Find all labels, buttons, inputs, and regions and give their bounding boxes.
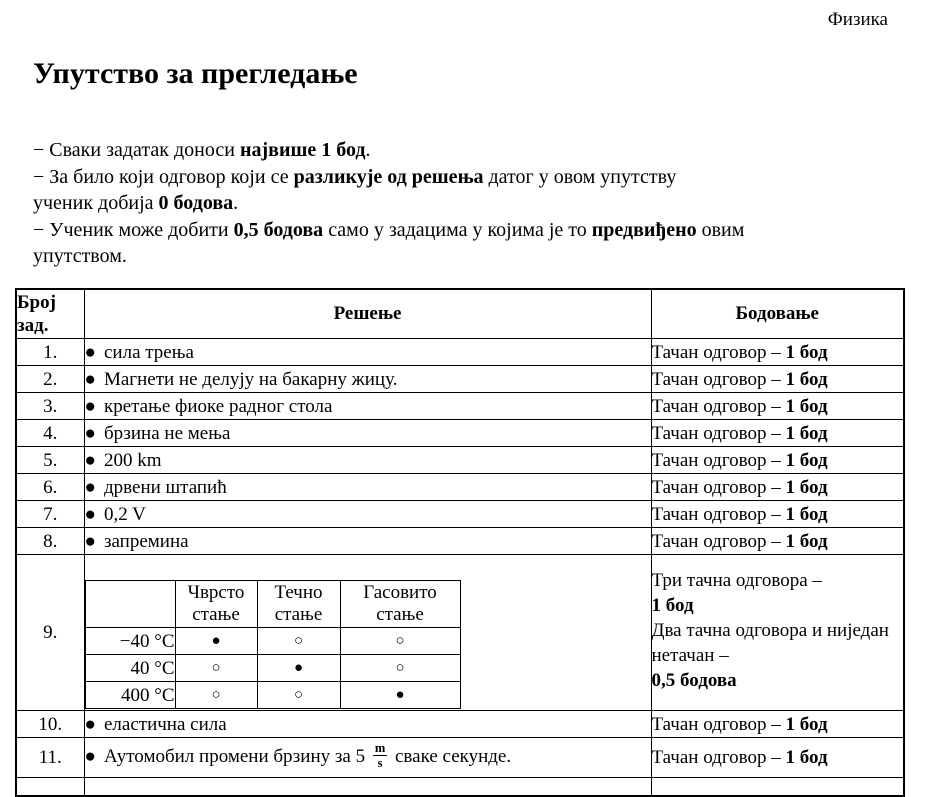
scoring-line-2 xyxy=(652,618,904,693)
solution-cell xyxy=(84,555,651,711)
states-row-40 xyxy=(85,655,460,682)
intro-line-1 xyxy=(33,137,940,164)
task-number: 9. xyxy=(16,555,84,711)
text-run: − Сваки задатак доноси xyxy=(33,139,240,161)
table-row-task-11 xyxy=(16,738,904,778)
states-header-row xyxy=(85,581,460,628)
solution-text: еластична сила xyxy=(103,713,227,735)
text-run: само у задацима у којима је то xyxy=(323,218,592,241)
scoring-cell xyxy=(651,420,904,447)
scoring-cell xyxy=(651,447,904,474)
text-run: Три тачна одговора – xyxy=(651,570,822,591)
text-run: Тачан одговор – xyxy=(651,747,786,768)
solution-cell xyxy=(84,501,651,528)
table-row-partial xyxy=(16,778,904,796)
solution-text: кретање фиоке радног стола xyxy=(103,395,333,417)
page-title: Упутство за прегледање xyxy=(33,57,358,90)
states-col-header: Гасовито стање xyxy=(340,581,460,628)
text-run-bold: највише 1 бод xyxy=(239,139,366,161)
grading-table xyxy=(15,288,905,797)
text-run: Тачан одговор – xyxy=(651,530,786,552)
text-run-bold: 1 бод xyxy=(785,503,828,525)
text-run-bold: 0,5 бодова xyxy=(651,670,737,691)
table-row-task-10 xyxy=(16,711,904,738)
solution-text: сила трења xyxy=(103,341,194,363)
text-run: датог у овом упутству xyxy=(483,165,677,188)
text-run-bold: 1 бод xyxy=(785,395,828,417)
table-row-task-1 xyxy=(16,339,904,366)
bullet-icon: ● xyxy=(84,395,96,417)
subject-label: Физика xyxy=(827,9,888,30)
solution-cell xyxy=(84,447,651,474)
scoring-cell xyxy=(651,555,904,711)
bullet-icon: ● xyxy=(84,422,96,444)
text-run-bold: 1 бод xyxy=(785,422,828,444)
task-number: 10. xyxy=(16,711,84,738)
text-run-bold: 1 бод xyxy=(785,341,828,363)
solution-text: брзина не мења xyxy=(103,422,231,444)
task-number: 6. xyxy=(16,474,84,501)
text-run: . xyxy=(365,139,371,161)
bullet-icon: ● xyxy=(84,503,96,525)
solution-text: дрвени штапић xyxy=(103,476,227,498)
table-row-task-2 xyxy=(16,366,904,393)
text-run: Тачан одговор – xyxy=(651,476,786,498)
task-number: 1. xyxy=(16,339,84,366)
text-run: ученик добија xyxy=(33,192,159,214)
text-run-bold: 1 бод xyxy=(651,595,694,616)
bullet-icon: ● xyxy=(84,449,96,471)
text-run: Број xyxy=(17,291,56,313)
text-run: Тачан одговор – xyxy=(651,368,786,390)
intro-line-4 xyxy=(33,217,940,244)
task-number: 11. xyxy=(16,738,84,778)
bullet-icon: ● xyxy=(84,341,96,363)
task-number xyxy=(16,778,84,796)
solution-text: запремина xyxy=(103,530,189,552)
filled-circle-mark: ● xyxy=(175,628,257,655)
states-of-matter-table xyxy=(85,580,461,709)
text-run: Тачан одговор – xyxy=(651,341,786,363)
text-run-bold: разликује од решења xyxy=(293,165,484,188)
bullet-icon: ● xyxy=(84,368,96,390)
text-run: . xyxy=(233,192,239,214)
text-run-bold: 1 бод xyxy=(785,449,828,471)
col-header-scoring: Бодовање xyxy=(651,289,904,339)
text-run: Тачан одговор – xyxy=(651,422,786,444)
col-header-solution: Решење xyxy=(84,289,651,339)
bullet-icon: ● xyxy=(84,713,96,735)
empty-circle-mark: ○ xyxy=(257,682,340,709)
filled-circle-mark: ● xyxy=(340,682,460,709)
text-run: Тачан одговор – xyxy=(651,503,786,525)
solution-text: Магнети не делују на бакарну жицу. xyxy=(103,368,398,390)
table-header-row xyxy=(16,289,904,339)
solution-text: сваке секунде. xyxy=(390,745,512,767)
table-row-task-4 xyxy=(16,420,904,447)
scoring-cell xyxy=(651,474,904,501)
text-run: овим xyxy=(696,218,745,241)
states-row-400 xyxy=(85,682,460,709)
intro-notes xyxy=(33,137,940,270)
temperature-label: 40 °C xyxy=(85,655,175,682)
table-row-task-8 xyxy=(16,528,904,555)
task-number: 8. xyxy=(16,528,84,555)
text-run-bold: 0 бодова xyxy=(158,192,234,214)
text-run: зад. xyxy=(17,314,49,336)
solution-text: 0,2 V xyxy=(103,503,146,525)
scoring-cell xyxy=(651,339,904,366)
intro-line-2 xyxy=(33,164,940,191)
solution-cell xyxy=(84,528,651,555)
table-row-task-5 xyxy=(16,447,904,474)
empty-circle-mark: ○ xyxy=(175,655,257,682)
solution-cell xyxy=(84,393,651,420)
states-corner-cell xyxy=(85,581,175,628)
solution-cell xyxy=(84,778,651,796)
text-run-bold: 1 бод xyxy=(785,747,828,768)
solution-cell xyxy=(84,339,651,366)
text-run: Тачан одговор – xyxy=(651,395,786,417)
solution-cell xyxy=(84,711,651,738)
text-run-bold: 1 бод xyxy=(785,368,828,390)
temperature-label: 400 °C xyxy=(85,682,175,709)
text-run-bold: 1 бод xyxy=(785,713,828,735)
solution-text: Аутомобил промени брзину за 5 xyxy=(103,745,370,767)
temperature-label: −40 °C xyxy=(85,628,175,655)
task-number: 4. xyxy=(16,420,84,447)
empty-circle-mark: ○ xyxy=(175,682,257,709)
text-run-bold: 1 бод xyxy=(785,530,828,552)
scoring-cell xyxy=(651,393,904,420)
solution-text: 200 km xyxy=(103,449,162,471)
text-run: − За било који одговор који се xyxy=(33,165,294,188)
scoring-cell xyxy=(651,778,904,796)
task-number: 7. xyxy=(16,501,84,528)
states-col-header: Чврсто стање xyxy=(175,581,257,628)
fraction-denominator: s xyxy=(377,756,383,770)
task-number: 3. xyxy=(16,393,84,420)
states-row-minus40 xyxy=(85,628,460,655)
text-run: упутством. xyxy=(33,245,127,267)
solution-cell xyxy=(84,738,651,778)
intro-line-3 xyxy=(33,190,940,217)
table-row-task-9 xyxy=(16,555,904,711)
bullet-icon: ● xyxy=(84,745,96,767)
text-run: − Ученик може добити xyxy=(33,218,234,241)
bullet-icon: ● xyxy=(84,476,96,498)
solution-cell xyxy=(84,474,651,501)
empty-circle-mark: ○ xyxy=(340,655,460,682)
fraction-meters-per-second xyxy=(373,741,387,771)
text-run-bold: 1 бод xyxy=(785,476,828,498)
states-col-header: Течно стање xyxy=(257,581,340,628)
table-row-task-3 xyxy=(16,393,904,420)
scoring-cell xyxy=(651,528,904,555)
bullet-icon: ● xyxy=(84,530,96,552)
empty-circle-mark: ○ xyxy=(257,628,340,655)
text-run-bold: 0,5 бодова xyxy=(233,218,324,241)
text-run: Тачан одговор – xyxy=(651,713,786,735)
task-number: 2. xyxy=(16,366,84,393)
fraction-numerator: m xyxy=(374,740,386,755)
empty-circle-mark: ○ xyxy=(340,628,460,655)
intro-line-5 xyxy=(33,243,940,270)
solution-cell xyxy=(84,420,651,447)
table-row-task-7 xyxy=(16,501,904,528)
scoring-cell xyxy=(651,366,904,393)
filled-circle-mark: ● xyxy=(257,655,340,682)
scoring-line-1 xyxy=(652,568,904,618)
solution-cell xyxy=(84,366,651,393)
scoring-cell xyxy=(651,501,904,528)
col-header-task-number xyxy=(16,289,84,339)
scoring-cell xyxy=(651,738,904,778)
text-run: Два тачна одговора и ниједан нетачан – xyxy=(651,620,889,666)
table-row-task-6 xyxy=(16,474,904,501)
text-run-bold: предвиђено xyxy=(591,218,697,241)
scoring-cell xyxy=(651,711,904,738)
task-number: 5. xyxy=(16,447,84,474)
text-run: Тачан одговор – xyxy=(651,449,786,471)
